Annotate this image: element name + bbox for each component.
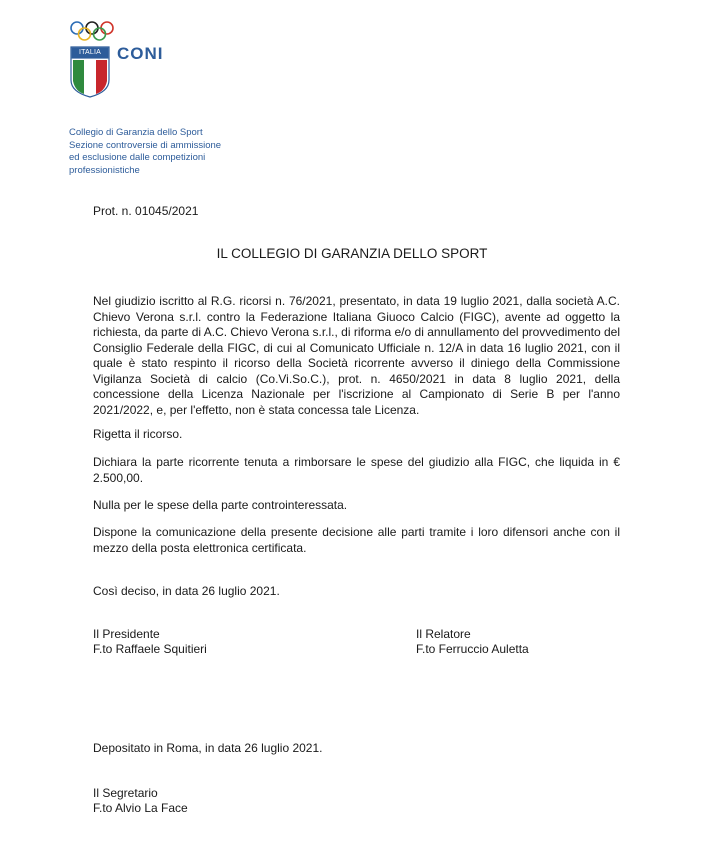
coni-logo-text: CONI — [117, 44, 164, 63]
office-line: ed esclusione dalle competizioni — [69, 152, 206, 163]
paragraph-counterparty-costs: Nulla per le spese della parte controinteressata. — [93, 498, 348, 512]
paragraph-ruling: Rigetta il ricorso. — [93, 427, 183, 441]
document-title: IL COLLEGIO DI GARANZIA DELLO SPORT — [216, 246, 488, 261]
secretary-name: F.to Alvio La Face — [93, 801, 188, 815]
protocol-number: Prot. n. 01045/2021 — [93, 204, 199, 218]
rapporteur-name: F.to Ferruccio Auletta — [416, 642, 529, 656]
secretary-role: Il Segretario — [93, 786, 158, 800]
office-line: Sezione controversie di ammissione — [69, 139, 222, 151]
deposit-statement: Depositato in Roma, in data 26 luglio 2021. — [93, 741, 323, 755]
paragraph-proceedings: Nel giudizio iscritto al R.G. ricorsi n. 76/2021, presentato, in data 19 luglio 2021, dalla società A.C. Chievo Verona s.r.l. contro la Federazione Italiana Giuoco Calcio (FIGC), avente ad oggetto la richiesta, da parte di A.C. Chievo Verona s.r.l., di riforma e/o di annullamento del provvedimento del Consiglio Federale della FIGC, di cui al Comunicato Ufficiale n. 12/A in data 16 luglio 2021, con il quale è stato respinto il ricorso della Società ricorrente avverso il diniego della Commissione Vigilanza Società di calcio (Co.Vi.So.C.), prot. n. 4650/2021 in data 8 luglio 2021, della concessione della Licenza Nazionale per l'iscrizione al Campionato di Serie B per l'anno 2021/2022, e, per l'effetto, non è stata concessa tale Licenza. — [93, 294, 620, 417]
office-line: professionistiche — [69, 164, 140, 176]
paragraph-costs: Dichiara la parte ricorrente tenuta a rimborsare le spese del giudizio alla FIGC, che liquida in € 2.500,00. — [93, 455, 620, 485]
office-line: Collegio di Garanzia dello Sport — [69, 127, 203, 138]
president-name: F.to Raffaele Squitieri — [93, 642, 207, 656]
decision-date: Così deciso, in data 26 luglio 2021. — [93, 584, 280, 598]
office-description — [69, 127, 279, 177]
rapporteur-role: Il Relatore — [416, 627, 471, 641]
paragraph-communication: Dispone la comunicazione della presente decisione alle parti tramite i loro difensori anche con il mezzo della posta elettronica certificata. — [93, 525, 620, 555]
logo-shield-label: ITALIA — [78, 49, 102, 56]
president-role: Il Presidente — [93, 627, 160, 641]
olympic-rings-icon — [69, 20, 115, 42]
